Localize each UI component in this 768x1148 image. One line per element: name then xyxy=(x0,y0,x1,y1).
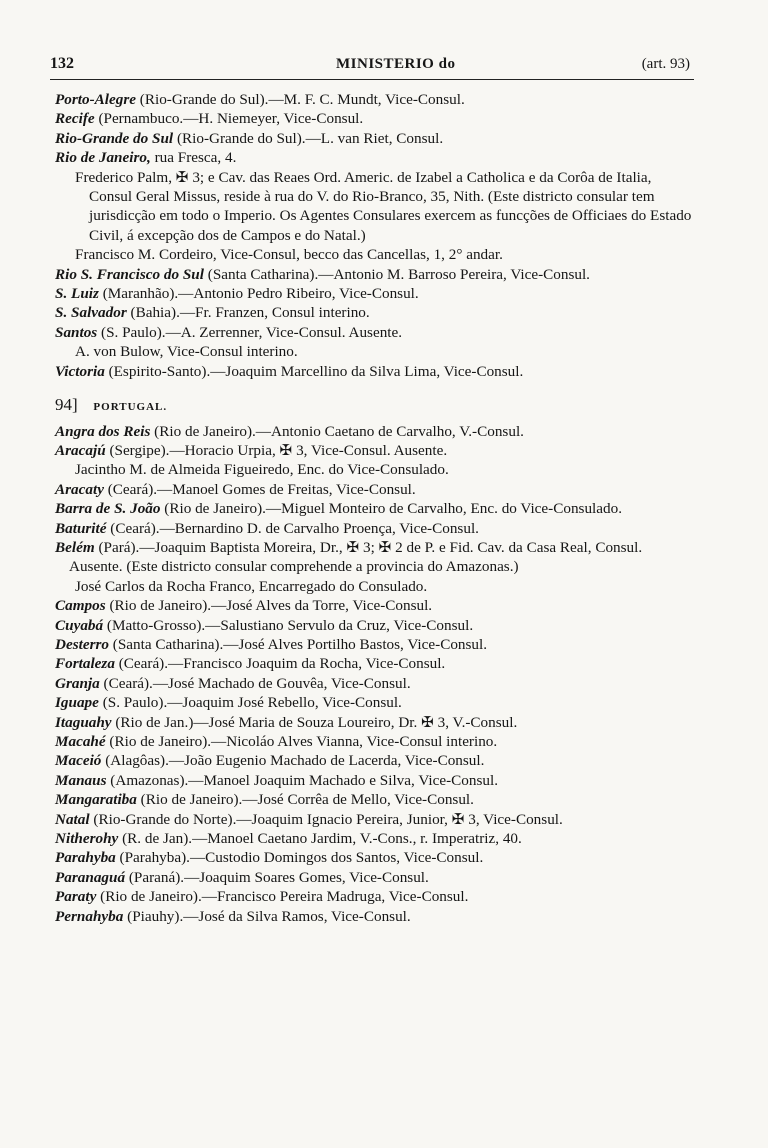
place-name: Paraty xyxy=(55,888,97,906)
list-item xyxy=(55,245,695,264)
list-item xyxy=(55,284,695,303)
entry-text: (Alagôas).—João Eugenio Machado de Lacerda, Vice-Consul. xyxy=(101,752,485,770)
place-name: Mangaratiba xyxy=(55,791,137,809)
entry-text: (Rio de Janeiro).—José Corrêa de Mello, Vice-Consul. xyxy=(136,791,474,809)
place-name: Porto-Alegre xyxy=(55,91,136,108)
entry-text: rua Fresca, 4. xyxy=(150,149,237,167)
list-item xyxy=(55,499,695,518)
entry-text: Frederico Palm, ✠ 3; e Cav. das Reaes Ord. Americ. de Izabel a Catholica e da Corôa de Italia, Consul Geral Missus, reside à rua do V. do Rio-Branco, 35, Nith. (Este districto consular tem jurisdicção em todo o Imperio. Os Agentes Consulares exercem as funcções de Officiaes do Estado Civil, á excepção dos de Campos e do Natal.) xyxy=(75,168,692,244)
entry-text: (Maranhão).—Antonio Pedro Ribeiro, Vice-Consul. xyxy=(98,285,419,303)
place-name: S. Luiz xyxy=(55,285,99,303)
page-header xyxy=(50,55,690,77)
entry-text: Jacintho M. de Almeida Figueiredo, Enc. do Vice-Consulado. xyxy=(75,461,449,479)
place-name: Rio-Grande do Sul xyxy=(55,129,174,147)
entry-text: (Espirito-Santo).—Joaquim Marcellino da Silva Lima, Vice-Consul. xyxy=(104,362,524,380)
list-item xyxy=(55,693,695,712)
place-name: Angra dos Reis xyxy=(55,422,151,440)
list-item xyxy=(55,323,695,342)
running-title: MINISTERIO do xyxy=(336,56,456,72)
place-name: Victoria xyxy=(55,362,105,380)
list-item xyxy=(55,460,695,479)
entry-text: (Rio de Janeiro).—Francisco Pereira Madruga, Vice-Consul. xyxy=(96,888,469,906)
entry-text: (Ceará).—Manoel Gomes de Freitas, Vice-Consul. xyxy=(103,480,416,498)
list-item xyxy=(55,168,695,246)
place-name: Pernahyba xyxy=(55,907,124,925)
entry-text: (Rio de Janeiro).—Miguel Monteiro de Carvalho, Enc. do Vice-Consulado. xyxy=(160,500,622,518)
list-item xyxy=(55,596,695,615)
list-item xyxy=(55,519,695,538)
header-rule xyxy=(50,79,694,80)
list-item xyxy=(55,90,695,109)
place-name: Santos xyxy=(55,323,98,341)
entry-text: (R. de Jan).—Manoel Caetano Jardim, V.-Cons., r. Imperatriz, 40. xyxy=(118,830,522,848)
entry-text: (S. Paulo).—Joaquim José Rebello, Vice-Consul. xyxy=(98,694,402,712)
entry-text: (Rio-Grande do Sul).—L. van Riet, Consul. xyxy=(173,129,444,147)
place-name: Cuyabá xyxy=(55,616,104,634)
place-name: Iguape xyxy=(55,694,99,712)
place-name: Parahyba xyxy=(55,849,116,867)
entry-text: (Ceará).—Bernardino D. de Carvalho Proença, Vice-Consul. xyxy=(106,519,479,537)
entry-text: (Ceará).—Francisco Joaquim da Rocha, Vice-Consul. xyxy=(114,655,446,673)
entry-text: (S. Paulo).—A. Zerrenner, Vice-Consul. Ausente. xyxy=(97,323,403,341)
list-item xyxy=(55,868,695,887)
entry-text: (Parahyba).—Custodio Domingos dos Santos, Vice-Consul. xyxy=(115,849,484,867)
list-item xyxy=(55,713,695,732)
entry-text: A. von Bulow, Vice-Consul interino. xyxy=(75,343,298,361)
place-name: Campos xyxy=(55,597,106,615)
list-item xyxy=(55,751,695,770)
list-item xyxy=(55,848,695,867)
entry-text: (Rio de Janeiro).—José Alves da Torre, Vice-Consul. xyxy=(105,597,433,615)
section-consuls-list xyxy=(55,90,695,381)
article-reference: (art. 93) xyxy=(641,56,690,72)
list-item xyxy=(55,654,695,673)
entry-text: Francisco M. Cordeiro, Vice-Consul, becco das Cancellas, 1, 2° andar. xyxy=(75,246,503,264)
list-item xyxy=(55,422,695,441)
place-name: Itaguahy xyxy=(55,713,112,731)
place-name: Rio de Janeiro, xyxy=(55,149,151,167)
page-number: 132 xyxy=(50,55,74,72)
entry-text: José Carlos da Rocha Franco, Encarregado do Consulado. xyxy=(75,577,428,595)
list-item xyxy=(55,907,695,926)
entry-text: (Pernambuco.—H. Niemeyer, Vice-Consul. xyxy=(94,110,364,128)
place-name: Fortaleza xyxy=(55,655,115,673)
entry-text: (Pará).—Joaquim Baptista Moreira, Dr., ✠ 3; ✠ 2 de P. e Fid. Cav. da Casa Real, Consul. Ausente. (Este districto consular comprehende a provincia do Amazonas.) xyxy=(69,538,643,576)
list-item xyxy=(55,129,695,148)
place-name: S. Salvador xyxy=(55,304,127,322)
place-name: Desterro xyxy=(55,635,109,653)
document-body xyxy=(55,90,695,926)
list-item xyxy=(55,635,695,654)
list-item xyxy=(55,538,695,577)
place-name: Recife xyxy=(55,110,95,128)
list-item xyxy=(55,810,695,829)
section-heading xyxy=(55,395,695,417)
list-item xyxy=(55,771,695,790)
list-item xyxy=(55,148,695,167)
list-item xyxy=(55,109,695,128)
list-item xyxy=(55,303,695,322)
place-name: Natal xyxy=(55,810,90,828)
entry-text: (Bahia).—Fr. Franzen, Consul interino. xyxy=(126,304,370,322)
entry-text: (Ceará).—José Machado de Gouvêa, Vice-Consul. xyxy=(99,674,411,692)
place-name: Belém xyxy=(55,538,95,556)
entry-text: (Rio-Grande do Sul).—M. F. C. Mundt, Vice-Consul. xyxy=(136,91,465,108)
list-item xyxy=(55,577,695,596)
list-item xyxy=(55,829,695,848)
place-name: Baturité xyxy=(55,519,107,537)
place-name: Paranaguá xyxy=(55,868,126,886)
place-name: Manaus xyxy=(55,771,107,789)
entry-text: (Rio de Janeiro).—Antonio Caetano de Carvalho, V.-Consul. xyxy=(150,422,524,440)
list-item xyxy=(55,616,695,635)
entry-text: (Amazonas).—Manoel Joaquim Machado e Silva, Vice-Consul. xyxy=(106,771,498,789)
place-name: Granja xyxy=(55,674,100,692)
entry-text: (Sergipe).—Horacio Urpia, ✠ 3, Vice-Consul. Ausente. xyxy=(105,441,448,459)
list-item xyxy=(55,480,695,499)
section-portugal-list xyxy=(55,422,695,927)
list-item xyxy=(55,790,695,809)
place-name: Aracaty xyxy=(55,480,104,498)
place-name: Maceió xyxy=(55,752,102,770)
entry-text: (Piauhy).—José da Silva Ramos, Vice-Consul. xyxy=(123,907,411,925)
list-item xyxy=(55,732,695,751)
entry-text: (Rio de Janeiro).—Nicoláo Alves Vianna, Vice-Consul interino. xyxy=(105,733,498,750)
section-number: 94] xyxy=(55,395,78,415)
entry-text: (Rio-Grande do Norte).—Joaquim Ignacio Pereira, Junior, ✠ 3, Vice-Consul. xyxy=(89,810,563,828)
place-name: Macahé xyxy=(55,733,106,750)
entry-text: (Matto-Grosso).—Salustiano Servulo da Cruz, Vice-Consul. xyxy=(103,616,474,634)
entry-text: (Paraná).—Joaquim Soares Gomes, Vice-Consul. xyxy=(125,868,429,886)
place-name: Barra de S. João xyxy=(55,500,161,518)
list-item xyxy=(55,674,695,693)
list-item xyxy=(55,362,695,381)
entry-text: (Santa Catharina).—Antonio M. Barroso Pereira, Vice-Consul. xyxy=(203,265,590,283)
list-item xyxy=(55,342,695,361)
entry-text: (Santa Catharina).—José Alves Portilho Bastos, Vice-Consul. xyxy=(109,635,488,653)
list-item xyxy=(55,265,695,284)
entry-text: (Rio de Jan.)—José Maria de Souza Loureiro, Dr. ✠ 3, V.-Consul. xyxy=(111,713,518,731)
list-item xyxy=(55,887,695,906)
place-name: Aracajú xyxy=(55,441,106,459)
section-title: PORTUGAL. xyxy=(93,401,168,414)
list-item xyxy=(55,441,695,460)
place-name: Rio S. Francisco do Sul xyxy=(55,265,204,283)
place-name: Nitherohy xyxy=(55,830,119,848)
